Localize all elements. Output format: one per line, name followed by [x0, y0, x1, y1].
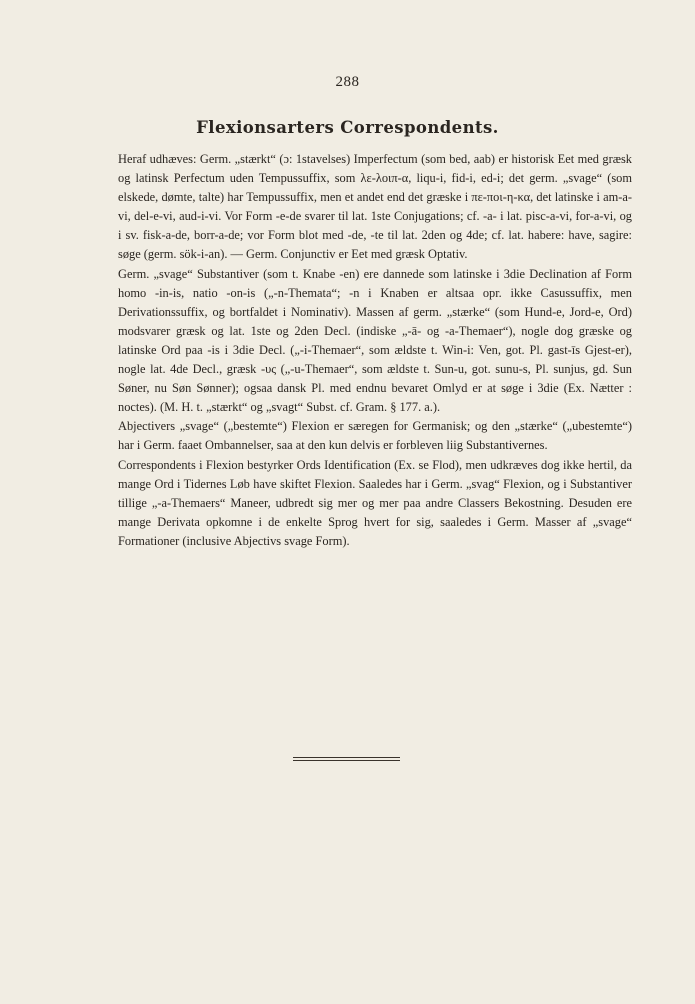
page-heading: Flexionsarters Correspondents.	[196, 118, 499, 137]
paragraph: Correspondents i Flexion bestyrker Ords Identification (Ex. se Flod), men udkræves dog ikke hertil, da mange Ord i Tidernes Løb have skiftet Flexion. Saaledes har i Germ. „svag“ Flexion, og i Substantiver tillige „-a-Themaers“ Maneer, udbredt sig mer og mer paa andre Classers Bekostning. Desuden ere mange Derivata opkomne i de enkelte Sprog hvert for sig, saaledes i Germ. Masser af „svage“ Formationer (inclusive Abjectivs svage Form).	[118, 457, 632, 548]
paragraph: Heraf udhæves: Germ. „stærkt“ (ɔ: 1stavelses) Imperfectum (som bed, aab) er historisk Eet med græsk og latinsk Perfectum uden Tempussuffix, som λε-λοιπ-α, liqu-i, fid-i, ed-i; det germ. „svage“ (som elskede, dømte, talte) har Tempussuffix, men et andet end det græske i πε-ποι-η-κα, det latinske i am-a-vi, del-e-vi, aud-i-vi. Vor Form -e-de svarer til lat. 1ste Conjugations; cf. -a- i lat. pisc-a-vi, for-a-vi, og i sv. fisk-a-de, borr-a-de; vor Form blot med -de, -te til lat. 2den og 4de; cf. lat. habere: have, sagire: søge (germ. sök-i-an). — Germ. Conjunctiv er Eet med græsk Optativ.	[118, 152, 632, 262]
end-ornament	[293, 757, 400, 763]
page-number: 288	[335, 74, 360, 90]
paragraph: Germ. „svage“ Substantiver (som t. Knabe -en) ere dannede som latinske i 3die Declination af Form homo -in-is, natio -on-is („-n-Themata“; -n i Knaben er altsaa opr. ikke Casussuffix, men Derivationssuffix, og bortfaldet i Nominativ). Massen af germ. „stærke“ (som Hund-e, Jord-e, Ord) modsvarer græsk og lat. 1ste og 2den Decl. (indiske „-ā- og -a-Themaer“), nogle dog græske og latinske Ord paa -is i 3die Decl. („-i-Themaer“, som ældste t. Win-i: Ven, got. Pl. gast-īs Gjest-er), nogle lat. 4de Decl., græsk -υς („-u-Themaer“, som ældste t. Sun-u, got. sunu-s, Pl. sunjus, gd. Sun Søner, nu Søn Sønner); ogsaa dansk Pl. med endnu bevaret Omlyd er at søge i 3die (Ex. Nætter : noctes). (M. H. t. „stærkt“ og „svagt“ Subst. cf. Gram. § 177. a.).	[118, 266, 632, 415]
body-text	[118, 150, 632, 551]
paragraph: Abjectivers „svage“ („bestemte“) Flexion er særegen for Germanisk; og den „stærke“ („ubestemte“) har i Germ. faaet Ombannelser, saa at den kun delvis er forbleven liig Substantivernes.	[118, 419, 632, 453]
